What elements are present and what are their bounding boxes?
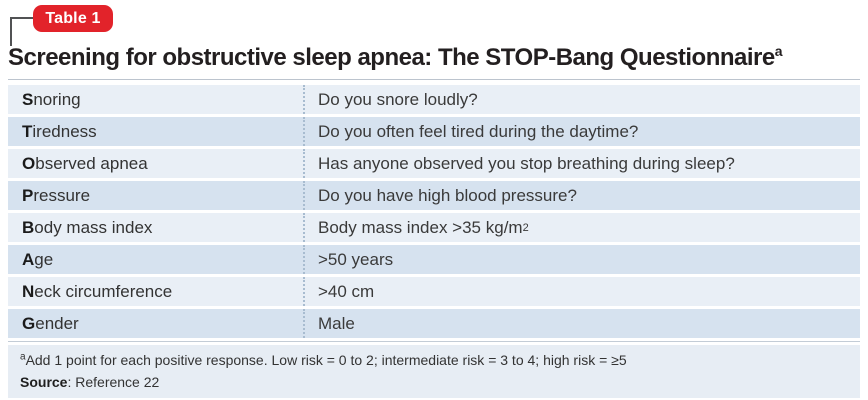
table-row	[8, 309, 860, 338]
criterion-term-initial: A	[22, 249, 35, 269]
table-title	[8, 44, 864, 72]
criterion-question-cell	[303, 277, 860, 306]
criterion-term-cell	[8, 309, 303, 338]
criterion-question-text: >40 cm	[318, 281, 375, 301]
criterion-question-cell	[303, 309, 860, 338]
table-title-footnote-marker: a	[774, 43, 783, 59]
footnote-source	[20, 373, 848, 391]
criterion-term-rest: iredness	[32, 121, 97, 141]
criterion-term-initial: P	[22, 185, 34, 205]
criterion-question-text: >50 years	[318, 249, 394, 269]
criterion-term-initial: G	[22, 313, 36, 333]
footnote-marker: a	[20, 351, 26, 363]
criterion-term-cell	[8, 213, 303, 242]
footnote-scoring-note	[20, 351, 848, 369]
criterion-term-cell	[8, 85, 303, 114]
criterion-term-rest: eck circumference	[34, 281, 173, 301]
criterion-term-rest: ody mass index	[34, 217, 153, 237]
criterion-term-cell	[8, 277, 303, 306]
criterion-term-rest: ge	[34, 249, 54, 269]
table-row	[8, 245, 860, 274]
table-row	[8, 213, 860, 242]
footnote-block	[8, 345, 860, 398]
criterion-question-cell	[303, 117, 860, 146]
table-row	[8, 277, 860, 306]
criterion-term-initial: O	[22, 153, 36, 173]
criterion-question-text: Has anyone observed you stop breathing during sleep?	[318, 153, 735, 173]
footnote-text: Add 1 point for each positive response. Low risk = 0 to 2; intermediate risk = 3 to 4; high risk = ≥5	[25, 352, 627, 368]
criterion-question-text: Male	[318, 313, 355, 333]
table-title-text: Screening for obstructive sleep apnea: The STOP-Bang Questionnaire	[8, 44, 775, 71]
criterion-term-rest: ressure	[33, 185, 91, 205]
criterion-term-initial: B	[22, 217, 35, 237]
criterion-term-initial: S	[22, 89, 34, 109]
criterion-term-cell	[8, 149, 303, 178]
criterion-term-rest: bserved apnea	[35, 153, 148, 173]
table-row	[8, 149, 860, 178]
table-row	[8, 85, 860, 114]
criterion-term-rest: ender	[35, 313, 79, 333]
criterion-term-cell	[8, 245, 303, 274]
criterion-question-cell	[303, 181, 860, 210]
stop-bang-table	[8, 79, 860, 398]
footnote-separator	[8, 341, 860, 342]
criterion-question-cell	[303, 149, 860, 178]
criterion-term-initial: N	[22, 281, 35, 301]
table-row	[8, 181, 860, 210]
criterion-question-cell	[303, 245, 860, 274]
criterion-term-cell	[8, 181, 303, 210]
criterion-question-cell: Body mass index >35 kg/m 2	[303, 213, 860, 242]
table-top-border	[8, 79, 860, 80]
table-header	[0, 0, 868, 48]
criterion-term-rest: noring	[33, 89, 81, 109]
table-number-badge: Table 1	[33, 5, 113, 32]
source-label: Source	[20, 374, 68, 390]
criterion-question-cell	[303, 85, 860, 114]
criterion-question-text: Do you often feel tired during the daytime?	[318, 121, 639, 141]
criterion-question-text: Do you have high blood pressure?	[318, 185, 577, 205]
criterion-question-text: Body mass index >35 kg/m	[318, 217, 523, 237]
criterion-term-initial: T	[22, 121, 33, 141]
table-row	[8, 117, 860, 146]
criterion-term-cell	[8, 117, 303, 146]
source-text: : Reference 22	[67, 374, 160, 390]
table-rows	[8, 85, 860, 338]
criterion-question-text: Do you snore loudly?	[318, 89, 478, 109]
